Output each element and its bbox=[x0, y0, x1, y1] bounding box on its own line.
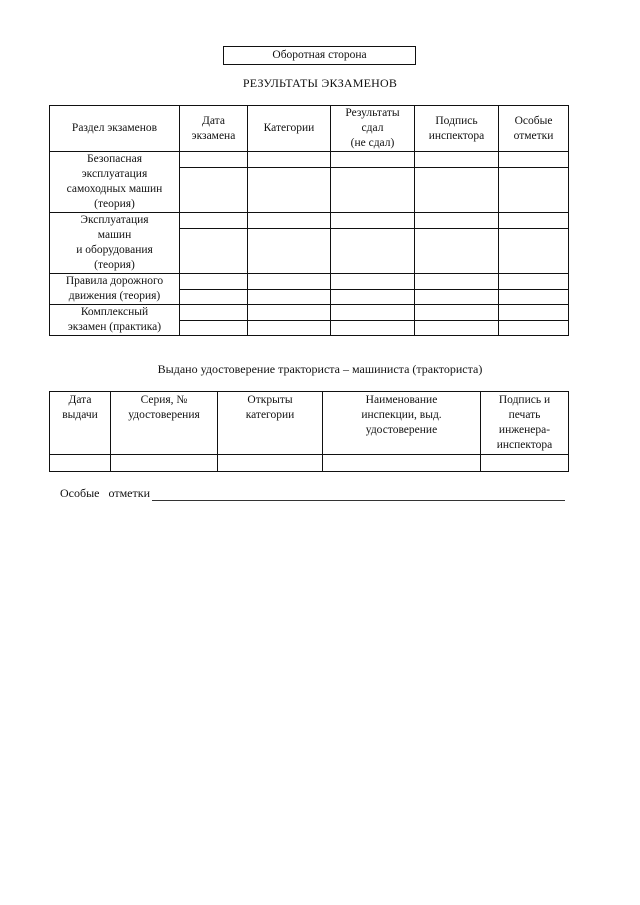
header-issue-date: Дата выдачи bbox=[50, 392, 111, 455]
table-cell[interactable] bbox=[499, 168, 569, 213]
table-cell[interactable] bbox=[499, 305, 569, 321]
table-cell[interactable] bbox=[248, 289, 331, 305]
header-inspector-signature: Подпись инспектора bbox=[415, 106, 499, 152]
table-cell[interactable] bbox=[180, 168, 248, 213]
side-label: Оборотная сторона bbox=[223, 46, 416, 65]
header-categories: Категории bbox=[248, 106, 331, 152]
table-cell[interactable] bbox=[248, 305, 331, 321]
table-row bbox=[50, 305, 569, 321]
table-row bbox=[50, 455, 569, 472]
table-row bbox=[50, 152, 569, 168]
special-notes-label: Особые отметки bbox=[60, 486, 150, 500]
page-title: РЕЗУЛЬТАТЫ ЭКЗАМЕНОВ bbox=[242, 76, 398, 90]
table-cell[interactable] bbox=[248, 213, 331, 229]
section-label: Правила дорожного движения (теория) bbox=[50, 274, 180, 305]
table-cell[interactable] bbox=[331, 213, 415, 229]
header-issuing-inspection: Наименование инспекции, выд. удостоверение bbox=[323, 392, 481, 455]
table-cell[interactable] bbox=[180, 274, 248, 290]
table-cell[interactable] bbox=[331, 289, 415, 305]
table-header-row bbox=[50, 106, 569, 152]
table-cell[interactable] bbox=[180, 229, 248, 274]
table-cell[interactable] bbox=[331, 152, 415, 168]
table-cell[interactable] bbox=[180, 289, 248, 305]
table-cell[interactable] bbox=[499, 213, 569, 229]
special-notes-field[interactable] bbox=[152, 488, 565, 501]
table-cell[interactable] bbox=[180, 152, 248, 168]
table-cell[interactable] bbox=[248, 168, 331, 213]
table-cell[interactable] bbox=[180, 213, 248, 229]
table-cell[interactable] bbox=[331, 320, 415, 336]
table-cell[interactable] bbox=[323, 455, 481, 472]
header-exam-date: Дата экзамена bbox=[180, 106, 248, 152]
table-cell[interactable] bbox=[415, 289, 499, 305]
table-cell[interactable] bbox=[331, 305, 415, 321]
table-cell[interactable] bbox=[218, 455, 323, 472]
exam-results-table bbox=[49, 105, 569, 336]
table-cell[interactable] bbox=[331, 274, 415, 290]
table-cell[interactable] bbox=[499, 289, 569, 305]
table-cell[interactable] bbox=[248, 274, 331, 290]
header-results: Результаты сдал (не сдал) bbox=[331, 106, 415, 152]
table-cell[interactable] bbox=[499, 274, 569, 290]
table-cell[interactable] bbox=[180, 305, 248, 321]
special-notes-line bbox=[60, 486, 565, 501]
table-cell[interactable] bbox=[499, 229, 569, 274]
header-exam-section: Раздел экзаменов bbox=[50, 106, 180, 152]
table-cell[interactable] bbox=[331, 168, 415, 213]
table-cell[interactable] bbox=[248, 229, 331, 274]
table-cell[interactable] bbox=[248, 320, 331, 336]
header-open-categories: Открыты категории bbox=[218, 392, 323, 455]
section-label: Эксплуатация машин и оборудования (теория) bbox=[50, 213, 180, 274]
table-cell[interactable] bbox=[50, 455, 111, 472]
table-cell[interactable] bbox=[415, 274, 499, 290]
table-cell[interactable] bbox=[415, 320, 499, 336]
table-cell[interactable] bbox=[111, 455, 218, 472]
table-cell[interactable] bbox=[415, 152, 499, 168]
table-cell[interactable] bbox=[415, 305, 499, 321]
issued-title: Выдано удостоверение тракториста – машиниста (тракториста) bbox=[157, 362, 483, 376]
header-special-notes: Особые отметки bbox=[499, 106, 569, 152]
table-cell[interactable] bbox=[331, 229, 415, 274]
table-row bbox=[50, 274, 569, 290]
table-row bbox=[50, 213, 569, 229]
section-label: Комплексный экзамен (практика) bbox=[50, 305, 180, 336]
header-license-series-number: Серия, № удостоверения bbox=[111, 392, 218, 455]
table-cell[interactable] bbox=[415, 229, 499, 274]
table-cell[interactable] bbox=[248, 152, 331, 168]
issued-license-table bbox=[49, 391, 569, 472]
table-cell[interactable] bbox=[180, 320, 248, 336]
table-cell[interactable] bbox=[499, 152, 569, 168]
section-label: Безопасная эксплуатация самоходных машин (теория) bbox=[50, 152, 180, 213]
table-header-row bbox=[50, 392, 569, 455]
table-cell[interactable] bbox=[415, 168, 499, 213]
table-cell[interactable] bbox=[415, 213, 499, 229]
header-engineer-signature-stamp: Подпись и печать инженера- инспектора bbox=[481, 392, 569, 455]
table-cell[interactable] bbox=[481, 455, 569, 472]
table-cell[interactable] bbox=[499, 320, 569, 336]
